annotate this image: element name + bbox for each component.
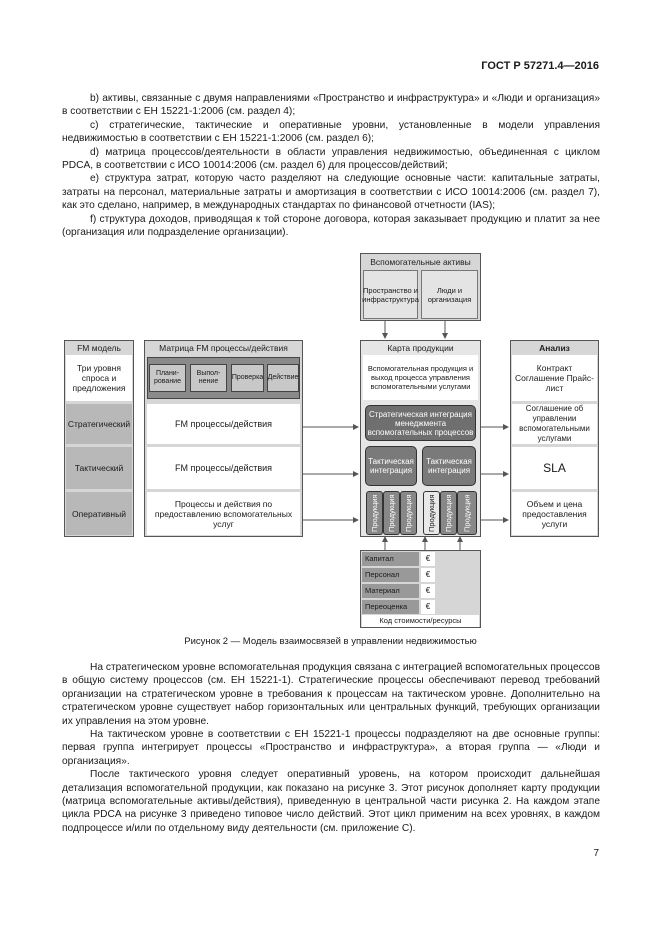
- product-5: Продукция: [440, 491, 457, 535]
- pdca-act: Действие: [267, 364, 299, 392]
- paragraph-b: b) активы, связанные с двумя направлениями «Пространство и инфраструктура» и «Люди и организация» в соответствии с ЕН 15221-1:2006 (см. раздел 4);: [62, 93, 600, 118]
- level-strategic: Стратегический: [66, 404, 132, 444]
- paragraph-e: e) структура затрат, которую часто разделяют на следующие основные части: капитальные затраты, затраты на персонал, материальные затраты и амортизация в соответствии с ИСО 10014:2006 (см. раздел 7), как это сделано, например, в международных стандартах по финансовой отчетности (IAS);: [62, 173, 600, 212]
- tactical-integration-1: Тактическая интеграция: [365, 446, 417, 486]
- matrix-row-tactical: FM процессы/действия: [147, 447, 300, 489]
- product-1: Продукция: [366, 491, 383, 535]
- page-number: 7: [593, 848, 599, 859]
- support-assets-title: Вспомогательные активы: [370, 257, 471, 267]
- cost-personnel: Персонал: [362, 568, 419, 582]
- cost-capital: Капитал: [362, 552, 419, 566]
- product-3: Продукция: [400, 491, 417, 535]
- level-tactical: Тактический: [66, 447, 132, 489]
- people-organization-cell: Люди и организация: [421, 270, 478, 319]
- analysis-sla: SLA: [512, 447, 597, 489]
- levels-header: Три уровня спроса и предложения: [66, 355, 132, 401]
- product-map-header: Вспомогательная продукция и выход процесса управления вспомогательными услугами: [363, 355, 478, 400]
- pdca-check: Проверка: [231, 364, 264, 392]
- product-6: Продукция: [457, 491, 477, 535]
- analysis-title: Анализ: [539, 343, 570, 353]
- currency-icon: €: [421, 584, 435, 598]
- fm-model-title: FM модель: [77, 343, 121, 353]
- strategic-integration: Стратегическая интеграция менеджмента вспомогательных процессов: [365, 405, 476, 441]
- document-header: ГОСТ Р 57271.4—2016: [481, 60, 599, 72]
- cost-material: Материал: [362, 584, 419, 598]
- matrix-title: Матрица FM процессы/действия: [159, 343, 288, 353]
- tactical-integration-2: Тактическая интеграция: [422, 446, 476, 486]
- figure-caption: Рисунок 2 — Модель взаимосвязей в управлении недвижимостью: [184, 636, 477, 647]
- pdca-plan: Плани-рование: [149, 364, 186, 392]
- product-2: Продукция: [383, 491, 400, 535]
- pdca-do: Выпол-нение: [190, 364, 227, 392]
- bottom-text: [62, 661, 600, 835]
- cost-revaluation: Переоценка: [362, 600, 419, 614]
- paragraph-tactical: На тактическом уровне в соответствии с ЕН 15221-1 процессы подразделяют на две основные группы: первая группа интегрирует процессы «Пространство и инфраструктура», а вторая группа — «Люди и организация».: [62, 729, 600, 767]
- matrix-row-operational: Процессы и действия по предоставлению вспомогательных услуг: [147, 492, 300, 535]
- analysis-contract: Контракт Соглашение Прайс-лист: [512, 355, 597, 401]
- paragraph-strategic: На стратегическом уровне вспомогательная продукция связана с интеграцией вспомогательных процессов в общую систему процессов (см. ЕН 15221-1). Стратегические процессы обеспечивают перевод требований организации на стратегическом уровне в требования к процессам на тактическом уровне. Дополнительно на стратегическом уровне существует набор горизонтальных или центральных функций, требующих организации их управления на этом уровне.: [62, 662, 600, 727]
- analysis-agreement: Соглашение об управлении вспомогательными услугами: [512, 404, 597, 444]
- paragraph-operational: После тактического уровня следует оперативный уровень, на котором происходит дальнейшая детализация вспомогательной продукции, как показано на рисунке 3. Этот рисунок дополняет карту продукции (матрица вспомогательные активы/действия), приведенную в центральной части рисунка 2. На каждом этапе цикла PDCA на рисунке 3 приведено типовое число действий. Этот цикл применим на всех уровнях, в каждом подпроцессе и/или по отдельному виду деятельности (см. приложение С).: [62, 769, 600, 834]
- cost-footer: Код стоимости/ресурсы: [362, 615, 479, 627]
- product-map-title: Карта продукции: [387, 343, 454, 353]
- paragraph-f: f) структура доходов, приводящая к той стороне договора, которая заказывает продукцию и платит за нее (организация или подразделение организации).: [62, 213, 600, 239]
- paragraph-c: c) стратегические, тактические и оперативные уровни, установленные в модели управления недвижимостью в соответствии с ЕН 15221-1:2006 (см. раздел 6);: [62, 119, 600, 145]
- currency-icon: €: [421, 600, 435, 614]
- matrix-row-strategic: FM процессы/действия: [147, 404, 300, 444]
- space-infrastructure-cell: Пространство и инфраструктура: [363, 270, 418, 319]
- currency-icon: €: [421, 552, 435, 566]
- paragraph-d: d) матрица процессов/деятельности в области управления недвижимостью, объединенная с циклом PDCA, в соответствии с ИСО 10014:2006 (см. раздел 6) для процессов/действий;: [62, 146, 600, 172]
- analysis-volume-price: Объем и цена предоставления услуги: [512, 492, 597, 535]
- level-operational: Оперативный: [66, 492, 132, 535]
- currency-icon: €: [421, 568, 435, 582]
- product-4: Продукция: [423, 491, 440, 535]
